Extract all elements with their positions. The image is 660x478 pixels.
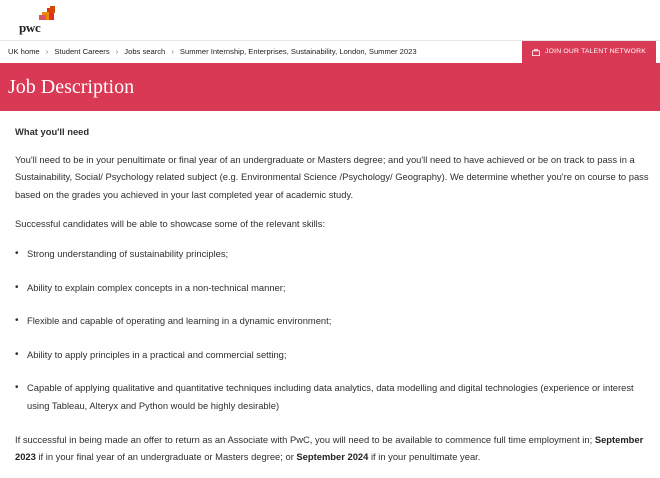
skills-list [15, 245, 650, 415]
chevron-right-icon: › [115, 47, 119, 56]
chevron-right-icon: › [171, 47, 174, 56]
start-date-september-2023: September 2023 [15, 433, 644, 463]
start-date-text-2: if in your final year of an undergraduate or Masters degree; or [35, 451, 297, 463]
breadcrumb [8, 41, 417, 63]
list-item: • Ability to explain complex concepts in a non-technical manner; [15, 279, 650, 297]
breadcrumb-jobs-search[interactable]: Jobs search [124, 47, 166, 56]
page-title-banner [0, 63, 660, 112]
list-item: • Capable of applying qualitative and quantitative techniques including data analytics, data modelling and digital technologies (experience or interest using Tableau, Alteryx and Python would be highly desirable) [15, 379, 650, 414]
breadcrumb-current-job: Summer Internship, Enterprises, Sustainability, London, Summer 2023 [179, 47, 417, 56]
job-description-body [15, 123, 650, 478]
chevron-right-icon: › [45, 47, 49, 56]
list-item: • Strong understanding of sustainability principles; [15, 245, 650, 263]
section-heading: What you'll need [15, 126, 90, 137]
pwc-logo-text: pwc [19, 20, 41, 35]
job-description-content [0, 111, 660, 463]
join-talent-network-button[interactable] [522, 41, 656, 63]
start-date-text-1: If successful in being made an offer to return as an Associate with PwC, you will need to be available to commence full time employment in; [15, 433, 595, 445]
skills-intro: Successful candidates will be able to showcase some of the relevant skills: [15, 218, 326, 230]
requirements-paragraph: You'll need to be in your penultimate or final year of an undergraduate or Masters degree; and you'll need to have achieved or be on track to pass in a Sustainability, Social/ Psychology related subject (e.g. Environmental Science /Psychology/ Geography). We determine whether you're on course to pass based on the grades you achieved in your last completed year of academic study. [15, 153, 649, 200]
list-item: • Flexible and capable of operating and learning in a dynamic environment; [15, 312, 650, 330]
breadcrumb-uk-home[interactable]: UK home [8, 47, 40, 56]
breadcrumb-student-careers[interactable]: Student Careers [54, 47, 110, 56]
navigation-bar [0, 40, 660, 64]
page-title: Job Description [8, 76, 135, 98]
list-item: • Ability to apply principles in a practical and commercial setting; [15, 346, 650, 364]
site-header [0, 0, 660, 38]
briefcase-icon [532, 49, 540, 56]
pwc-logo[interactable] [18, 6, 62, 36]
join-talent-network-label: JOIN OUR TALENT NETWORK [545, 48, 646, 55]
start-date-september-2024: September 2024 [296, 451, 369, 463]
start-date-text-3: if in your penultimate year. [368, 451, 481, 463]
start-date-paragraph [15, 431, 650, 466]
